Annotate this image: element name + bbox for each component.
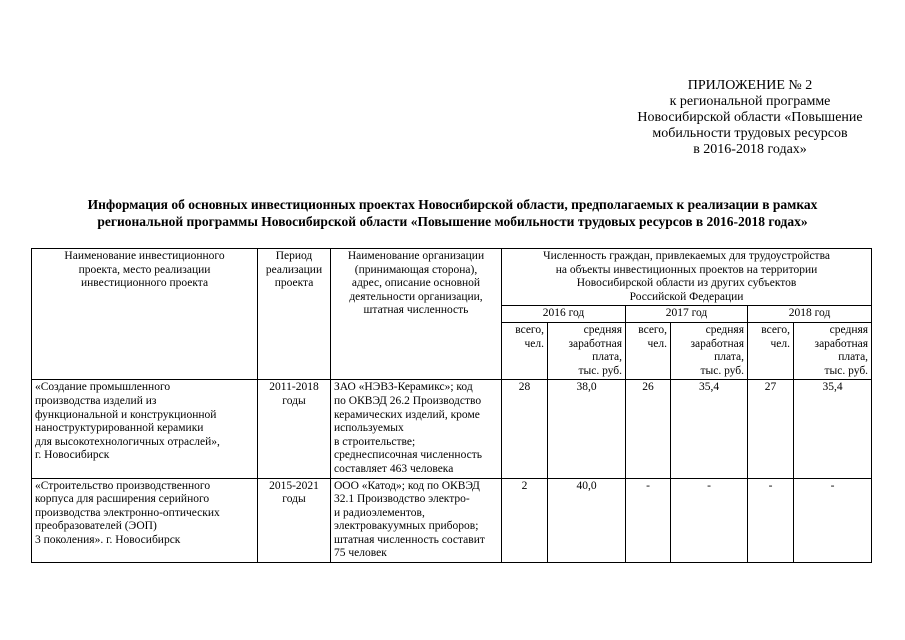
header-citizens: Численность граждан, привлекаемых для трудоустройства на объекты инвестиционных проектов на территории Новосибирской области из других субъектов Российской Федерации	[502, 249, 872, 306]
cell-total-2017: 26	[626, 380, 671, 478]
title-line: Информация об основных инвестиционных проектах Новосибирской области, предполагаемых к реализации в рамках	[87, 197, 818, 212]
cell-period: 2011-2018 годы	[258, 380, 331, 478]
header-row	[32, 249, 872, 306]
header-year-2017: 2017 год	[626, 306, 748, 323]
appendix-line: мобильности трудовых ресурсов	[652, 126, 848, 141]
cell-project: «Создание промышленного производства изделий из функциональной и конструкционной наноструктурированной керамики для высокотехнологичных отраслей», г. Новосибирск	[32, 380, 258, 478]
cell-total-2017: -	[626, 478, 671, 563]
header-salary-2016: средняя заработная плата, тыс. руб.	[548, 322, 626, 379]
header-year-2018: 2018 год	[748, 306, 872, 323]
cell-organization: ЗАО «НЭВЗ-Керамикс»; код по ОКВЭД 26.2 Производство керамических изделий, кроме используемых в строительстве; среднесписочная численность составляет 463 человека	[331, 380, 502, 478]
cell-total-2016: 28	[502, 380, 548, 478]
table-row	[32, 478, 872, 563]
cell-organization: ООО «Катод»; код по ОКВЭД 32.1 Производство электро- и радиоэлементов, электровакуумных приборов; штатная численность составит 75 человек	[331, 478, 502, 563]
cell-salary-2017: 35,4	[671, 380, 748, 478]
header-total-2016: всего, чел.	[502, 322, 548, 379]
investment-projects-table	[31, 248, 872, 563]
header-salary-2017: средняя заработная плата, тыс. руб.	[671, 322, 748, 379]
cell-period: 2015-2021 годы	[258, 478, 331, 563]
appendix-line: Новосибирской области «Повышение	[637, 110, 863, 125]
title-line: региональной программы Новосибирской области «Повышение мобильности трудовых ресурсов в 2016-2018 годах»	[97, 214, 808, 229]
header-organization: Наименование организации (принимающая сторона), адрес, описание основной деятельности организации, штатная численность	[331, 249, 502, 380]
cell-salary-2018: 35,4	[794, 380, 872, 478]
appendix-line: к региональной программе	[669, 94, 831, 109]
cell-salary-2017: -	[671, 478, 748, 563]
cell-total-2016: 2	[502, 478, 548, 563]
appendix-line: ПРИЛОЖЕНИЕ № 2	[687, 78, 813, 93]
cell-project: «Строительство производственного корпуса для расширения серийного производства электронно-оптических преобразователей (ЭОП) 3 поколения». г. Новосибирск	[32, 478, 258, 563]
cell-salary-2018: -	[794, 478, 872, 563]
cell-total-2018: -	[748, 478, 794, 563]
appendix-line: в 2016-2018 годах»	[693, 142, 807, 157]
header-period: Период реализации проекта	[258, 249, 331, 380]
cell-salary-2016: 40,0	[548, 478, 626, 563]
cell-total-2018: 27	[748, 380, 794, 478]
header-total-2017: всего, чел.	[626, 322, 671, 379]
header-year-2016: 2016 год	[502, 306, 626, 323]
appendix-header	[600, 78, 900, 158]
cell-salary-2016: 38,0	[548, 380, 626, 478]
header-project: Наименование инвестиционного проекта, место реализации инвестиционного проекта	[32, 249, 258, 380]
header-salary-2018: средняя заработная плата, тыс. руб.	[794, 322, 872, 379]
table-row	[32, 380, 872, 478]
document-title	[20, 196, 885, 230]
header-total-2018: всего, чел.	[748, 322, 794, 379]
